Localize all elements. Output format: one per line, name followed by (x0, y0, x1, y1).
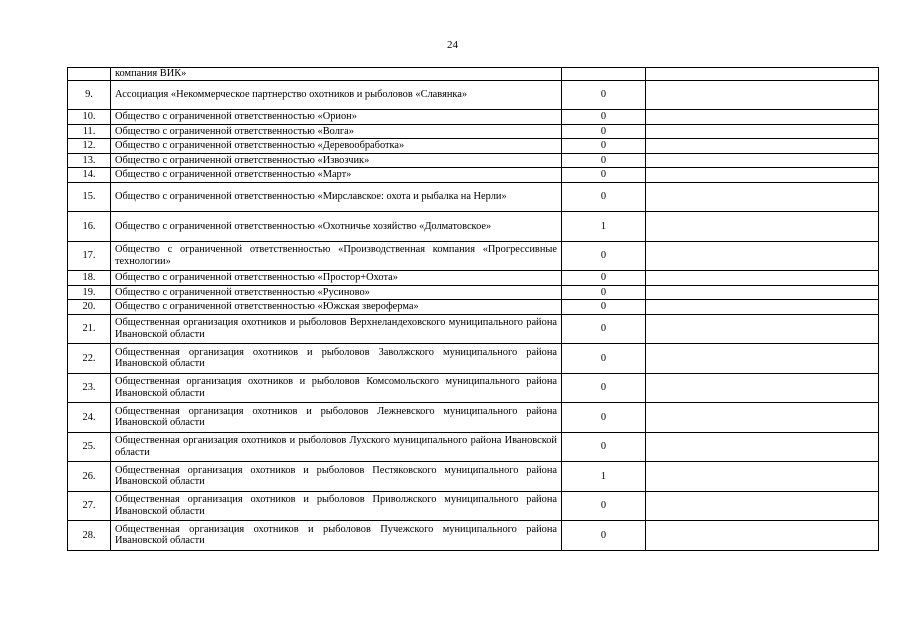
row-value: 0 (562, 153, 646, 168)
table-row (68, 168, 879, 183)
table-row (68, 124, 879, 139)
row-extra (646, 241, 879, 271)
row-value: 0 (562, 139, 646, 154)
row-value: 0 (562, 124, 646, 139)
row-extra (646, 153, 879, 168)
row-organization-name: Общество с ограниченной ответственностью «Извозчик» (111, 153, 562, 168)
row-organization-name: Общество с ограниченной ответственностью «Орион» (111, 110, 562, 125)
table-row (68, 344, 879, 374)
row-number: 25. (68, 432, 111, 462)
row-number: 21. (68, 314, 111, 344)
table-body (68, 68, 879, 551)
table-row (68, 241, 879, 271)
row-value: 0 (562, 491, 646, 521)
table-row (68, 521, 879, 551)
table-row-continuation (68, 68, 879, 81)
row-number: 19. (68, 285, 111, 300)
row-extra (646, 271, 879, 286)
row-value: 0 (562, 182, 646, 212)
table-row (68, 314, 879, 344)
table-row (68, 491, 879, 521)
row-value: 0 (562, 300, 646, 315)
row-number: 24. (68, 403, 111, 433)
table-row (68, 432, 879, 462)
row-value (562, 68, 646, 81)
table-row (68, 139, 879, 154)
table-row (68, 462, 879, 492)
row-number: 17. (68, 241, 111, 271)
row-number: 22. (68, 344, 111, 374)
table-row (68, 110, 879, 125)
row-organization-name: Общественная организация охотников и рыболовов Верхнеландеховского муниципального района Ивановской области (111, 314, 562, 344)
row-value: 0 (562, 271, 646, 286)
row-organization-name: Общество с ограниченной ответственностью «Охотничье хозяйство «Долматовское» (111, 212, 562, 242)
row-value: 0 (562, 168, 646, 183)
row-number: 26. (68, 462, 111, 492)
row-value: 0 (562, 241, 646, 271)
row-extra (646, 432, 879, 462)
row-extra (646, 285, 879, 300)
row-organization-name: Общественная организация охотников и рыболовов Комсомольского муниципального района Ивановской области (111, 373, 562, 403)
row-extra (646, 300, 879, 315)
row-number: 16. (68, 212, 111, 242)
row-extra (646, 403, 879, 433)
row-number: 27. (68, 491, 111, 521)
row-extra (646, 212, 879, 242)
row-value: 1 (562, 212, 646, 242)
row-extra (646, 314, 879, 344)
row-extra (646, 521, 879, 551)
row-number: 23. (68, 373, 111, 403)
row-organization-name: Общественная организация охотников и рыболовов Приволжского муниципального района Ивановской области (111, 491, 562, 521)
row-organization-name: Общество с ограниченной ответственностью «Южская звероферма» (111, 300, 562, 315)
row-organization-name: Ассоциация «Некоммерческое партнерство охотников и рыболовов «Славянка» (111, 80, 562, 110)
row-organization-name: Общественная организация охотников и рыболовов Заволжского муниципального района Ивановской области (111, 344, 562, 374)
row-extra (646, 168, 879, 183)
row-organization-name: Общественная организация охотников и рыболовов Лухского муниципального района Ивановской области (111, 432, 562, 462)
table-row (68, 212, 879, 242)
row-number: 12. (68, 139, 111, 154)
table-row (68, 153, 879, 168)
row-organization-name: Общество с ограниченной ответственностью «Волга» (111, 124, 562, 139)
row-number: 18. (68, 271, 111, 286)
row-value: 0 (562, 110, 646, 125)
row-value: 0 (562, 344, 646, 374)
row-value: 0 (562, 403, 646, 433)
table-row (68, 271, 879, 286)
table-row (68, 403, 879, 433)
table-row (68, 182, 879, 212)
row-value: 0 (562, 432, 646, 462)
row-number (68, 68, 111, 81)
row-organization-name: Общество с ограниченной ответственностью «Производственная компания «Прогрессивные технологии» (111, 241, 562, 271)
organizations-table (67, 67, 879, 551)
row-value: 1 (562, 462, 646, 492)
table-row (68, 373, 879, 403)
row-extra (646, 80, 879, 110)
table-row (68, 300, 879, 315)
row-extra (646, 139, 879, 154)
row-extra (646, 344, 879, 374)
page-number: 24 (447, 39, 458, 51)
row-extra (646, 462, 879, 492)
row-extra (646, 110, 879, 125)
row-value: 0 (562, 373, 646, 403)
table-row (68, 80, 879, 110)
row-number: 9. (68, 80, 111, 110)
row-number: 14. (68, 168, 111, 183)
row-extra (646, 124, 879, 139)
row-number: 20. (68, 300, 111, 315)
row-value: 0 (562, 80, 646, 110)
row-value: 0 (562, 314, 646, 344)
row-value: 0 (562, 521, 646, 551)
row-organization-name: компания ВИК» (111, 68, 562, 81)
row-value: 0 (562, 285, 646, 300)
row-organization-name: Общество с ограниченной ответственностью «Простор+Охота» (111, 271, 562, 286)
row-extra (646, 373, 879, 403)
row-extra (646, 491, 879, 521)
row-organization-name: Общество с ограниченной ответственностью «Мирславское: охота и рыбалка на Нерли» (111, 182, 562, 212)
table-row (68, 285, 879, 300)
row-extra (646, 68, 879, 81)
row-organization-name: Общество с ограниченной ответственностью «Русиново» (111, 285, 562, 300)
row-number: 11. (68, 124, 111, 139)
row-organization-name: Общественная организация охотников и рыболовов Пестяковского муниципального района Ивановской области (111, 462, 562, 492)
row-number: 15. (68, 182, 111, 212)
row-organization-name: Общественная организация охотников и рыболовов Лежневского муниципального района Ивановской области (111, 403, 562, 433)
row-organization-name: Общественная организация охотников и рыболовов Пучежского муниципального района Ивановской области (111, 521, 562, 551)
row-organization-name: Общество с ограниченной ответственностью «Деревообработка» (111, 139, 562, 154)
row-number: 10. (68, 110, 111, 125)
row-extra (646, 182, 879, 212)
row-number: 28. (68, 521, 111, 551)
row-organization-name: Общество с ограниченной ответственностью «Март» (111, 168, 562, 183)
row-number: 13. (68, 153, 111, 168)
